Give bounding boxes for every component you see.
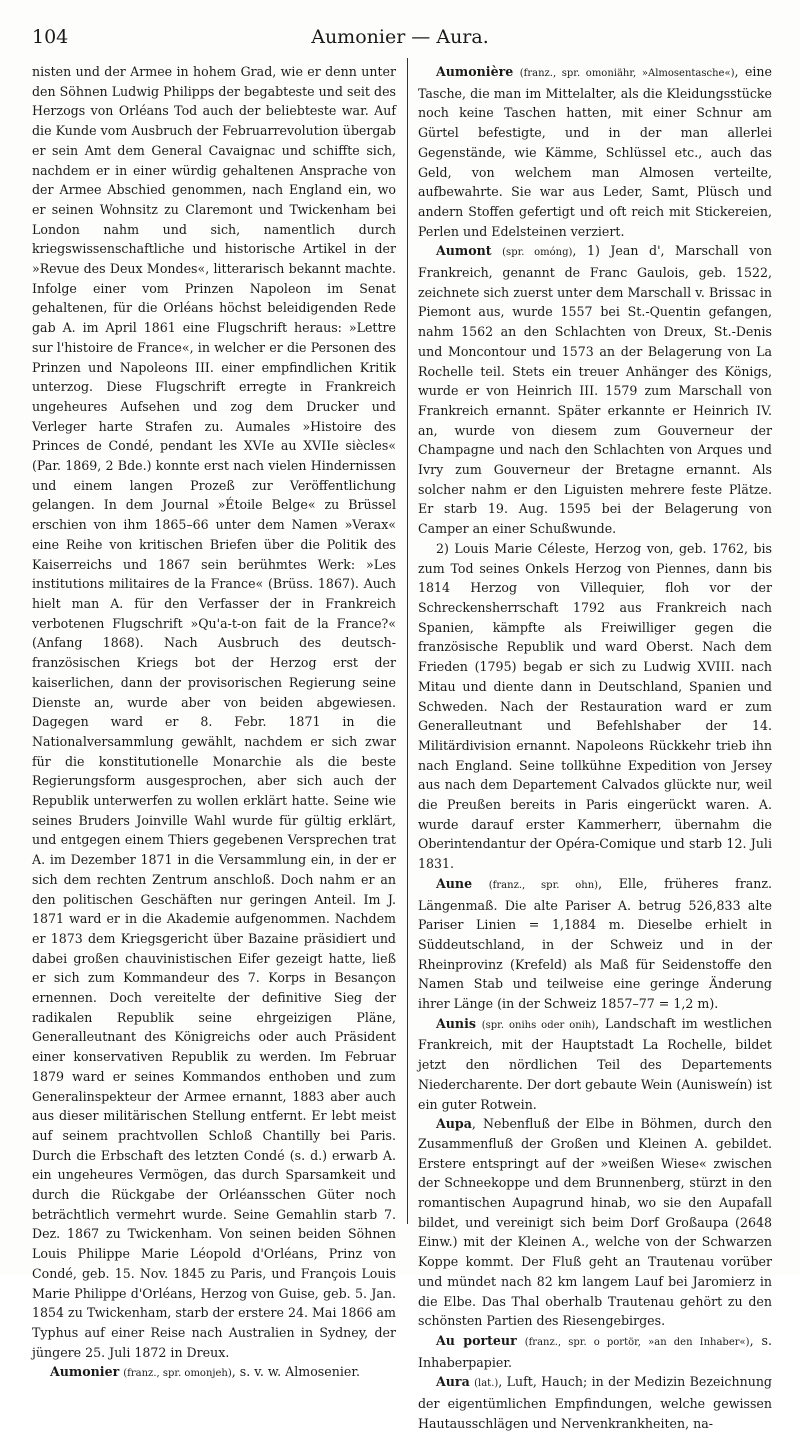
headword: Aumont bbox=[436, 243, 492, 259]
entry-text: , s. Inhaberpapier. bbox=[418, 1333, 772, 1370]
left-column bbox=[32, 62, 396, 1384]
entry-text: , eine Tasche, die man im Mittelalter, als die Kleidungsstücke noch keine Taschen hatten, mit einer Schnur am Gürtel befestigte, und in der man allerlei Gegenstände, wie Kämme, Schlüssel etc., auch das Geld, von welchem man Almosen verteilte, aufbewahrte. Sie war aus Leder, Samt, Plüsch und andern Stoffen gefertigt und oft reich mit Stickereien, Perlen und Edelsteinen verziert. bbox=[418, 64, 772, 239]
running-title: Aumonier — Aura. bbox=[311, 26, 489, 48]
pronunciation: (franz., spr. o portör, »an den Inhaber«) bbox=[524, 1337, 750, 1348]
pronunciation: (spr. onihs oder onih) bbox=[481, 1019, 596, 1031]
entry-text: , 1) Jean d', Marschall von Frankreich, genannt de Franc Gaulois, geb. 1522, zeichnete sich zuerst unter dem Marschall v. Brissac in Piemont aus, wurde 1557 bei St.-Quentin gefangen, nahm 1562 an den Schlachten von Dreux, St.-Denis und Moncontour und 1573 an der Belagerung von La Rochelle teil. Stets ein treuer Anhänger des Königs, wurde er von Heinrich III. 1579 zum Marschall von Frankreich ernannt. Später erkannte er Heinrich IV. an, wurde von diesem zum Gouverneur der Champagne und nach den Schlachten von Arques und Ivry zum Gouverneur der Bretagne ernannt. Als solcher nahm er den Liguisten mehrere feste Plätze. Er starb 19. Aug. 1595 bei der Belagerung von Camper an einer Schußwunde. bbox=[418, 243, 772, 537]
entry-au-porteur bbox=[418, 1331, 772, 1372]
entry-text: , Elle, früheres franz. Längenmaß. Die alte Pariser A. betrug 526,833 alte Pariser Linien = 1,1884 m. Dieselbe erhielt in Süddeutschland, in der Schweiz und in der Rheinprovinz (Krefeld) als Maß für Seidenstoffe den Namen Stab und teilweise eine geringe Änderung ihrer Länge (in der Schweiz 1857–77 = 1,2 m). bbox=[418, 875, 773, 1012]
entry-text: 2) Louis Marie Céleste, Herzog von, geb. 1762, bis zum Tod seines Onkels Herzog von Piennes, dann bis 1814 Herzog von Villequier, floh vor der Schreckensherrschaft 1792 aus Frankreich nach Spanien, kämpfte als Freiwilliger gegen die französische Republik und ward Oberst. Nach dem Frieden (1795) begab er sich zu Ludwig XVIII. nach Mitau und diente dann in Deutschland, Spanien und Schweden. Nach der Restauration ward er zum Generalleutnant und Befehlshaber der 14. Militärdivision ernannt. Napoleons Rückkehr trieb ihn nach England. Seine tollkühne Expedition von Jersey aus nach dem Departement Calvados glückte nur, weil die Preußen bereits in Paris eingerückt waren. A. wurde darauf erster Kammerherr, übernahm die Oberintendantur der Opéra-Comique und starb 12. Juli 1831. bbox=[418, 540, 772, 872]
right-column bbox=[418, 62, 772, 1434]
page-number: 104 bbox=[32, 26, 69, 48]
pronunciation: (franz., spr. omonjeh) bbox=[123, 1368, 232, 1380]
entry-aumoniere bbox=[418, 62, 772, 241]
entry-aumont bbox=[418, 241, 772, 539]
entry-aune bbox=[418, 874, 772, 1014]
entry-aupa bbox=[418, 1114, 772, 1331]
headword: Aumonier bbox=[50, 1364, 120, 1380]
page-header bbox=[32, 26, 768, 50]
paragraph-text: nisten und der Armee in hohem Grad, wie er denn unter den Söhnen Ludwig Philipps der begabteste und seit des Herzogs von Orléans Tod auch der beliebteste war. Auf die Kunde vom Ausbruch der Februarrevolution übergab er sein Amt dem General Cavaignac und schiffte sich, nachdem er in einer würdig gehaltenen Ansprache von der Armee Abschied genommen, nach England ein, wo er seinen Wohnsitz zu Claremont und Twickenham bei London nahm und sich, namentlich durch kriegswissenschaftliche und historische Artikel in der »Revue des Deux Mondes«, litterarisch bekannt machte. Infolge einer vom Prinzen Napoleon im Senat gehaltenen, für die Orléans höchst beleidigenden Rede gab A. im April 1861 eine Flugschrift heraus: »Lettre sur l'histoire de France«, in welcher er die Personen des Prinzen und Napoleons III. einer empfindlichen Kritik unterzog. Diese Flugschrift erregte in Frankreich ungeheures Aufsehen und zog dem Drucker und Verleger harte Strafen zu. Aumales »Histoire des Princes de Condé, pendant les XVIe au XVIIe siècles« (Par. 1869, 2 Bde.) konnte erst nach vielen Hindernissen und einem langen Prozeß zur Veröffentlichung gelangen. In dem Journal »Étoile Belge« zu Brüssel erschien von ihm 1865–66 unter dem Namen »Verax« eine Reihe von kritischen Briefen über die Politik des Kaiserreichs und 1867 sein berühmtes Werk: »Les institutions militaires de la France« (Brüss. 1867). Auch hielt man A. für den Verfasser der in Frankreich verbotenen Flugschrift »Qu'a-t-on fait de la France?« (Anfang 1868). Nach Ausbruch des deutsch-französischen Kriegs bot der Herzog erst der kaiserlichen, dann der provisorischen Regierung seine Dienste an, wurde aber von beiden abgewiesen. Dagegen ward er 8. Febr. 1871 in die Nationalversammlung gewählt, nachdem er sich zwar für die konstitutionelle Monarchie als die beste Regierungsform ausgesprochen, aber sich auch der Republik unterwerfen zu wollen erklärt hatte. Seine wie seines Bruders Joinville Wahl wurde für gültig erklärt, und entgegen einem Thiers gegebenen Versprechen trat A. im Dezember 1871 in die Versammlung ein, in der er sich dem rechten Zentrum anschloß. Doch nahm er an den politischen Geschäften nur geringen Anteil. Im J. 1871 ward er in die Akademie aufgenommen. Nachdem er 1873 dem Kriegsgericht über Bazaine präsidiert und dabei großen chauvinistischen Eifer gezeigt hatte, ließ er sich zum Kommandeur des 7. Korps in Besançon ernennen. Doch vereitelte der definitive Sieg der radikalen Republik seine ehrgeizigen Pläne, Generalleutnant des Königreichs oder auch Präsident einer konservativen Republik zu werden. Im Februar 1879 ward er seines Kommandos enthoben und zum Generalinspekteur der Armee ernannt, 1883 aber auch aus dieser militärischen Stellung entfernt. Er lebt meist auf seinem prachtvollen Schloß Chantilly bei Paris. Durch die Erbschaft des letzten Condé (s. d.) erwarb A. ein ungeheures Vermögen, das durch Sparsamkeit und durch die Rückgabe der Orléansschen Güter noch beträchtlich vermehrt wurde. Seine Gemahlin starb 7. Dez. 1867 zu Twickenham. Von seinen beiden Söhnen Louis Philippe Marie Léopold d'Orléans, Prinz von Condé, geb. 15. Nov. 1845 zu Paris, und François Louis Marie Philippe d'Orléans, Herzog von Guise, geb. 5. Jan. 1854 zu Twickenham, starb der erstere 24. Mai 1866 am Typhus auf einer Reise nach Australien in Sydney, der jüngere 25. Juli 1872 in Dreux. bbox=[32, 64, 396, 1360]
entry-text: , Landschaft im westlichen Frankreich, mit der Hauptstadt La Rochelle, bildet jetzt den nördlichen Teil des Departements Niedercharente. Der dort gebaute Wein (Aunisweín) ist ein guter Rotwein. bbox=[418, 1015, 772, 1112]
headword: Aumonière bbox=[436, 64, 514, 79]
column-divider bbox=[407, 58, 408, 1224]
pronunciation: (spr. omóng) bbox=[502, 247, 573, 259]
entry-text: , Luft, Hauch; in der Medizin Bezeichnung der eigentümlichen Empfindungen, welche gewissen Hautausschlägen und Nervenkrankheiten, na- bbox=[418, 1374, 772, 1431]
entry-aunis bbox=[418, 1014, 772, 1115]
entry-aumont-2 bbox=[418, 539, 772, 874]
pronunciation: (franz., spr. omoniähr, »Almosentasche«) bbox=[519, 68, 735, 79]
entry-aura bbox=[418, 1372, 772, 1433]
pronunciation: (franz., spr. ohn) bbox=[488, 879, 599, 891]
headword: Aunis bbox=[436, 1015, 476, 1031]
entry-text: , s. v. w. Almosenier. bbox=[231, 1364, 360, 1380]
headword: Au porteur bbox=[436, 1333, 517, 1348]
pronunciation: (lat.) bbox=[474, 1378, 499, 1390]
continuation-paragraph bbox=[32, 62, 396, 1362]
headword: Aura bbox=[436, 1374, 470, 1390]
entry-aumonier bbox=[32, 1362, 396, 1384]
entry-text: , Nebenfluß der Elbe in Böhmen, durch den Zusammenfluß der Großen und Kleinen A. gebildet. Erstere entspringt auf der »weißen Wiese« zwischen der Schneekoppe und dem Brunnenberg, stürzt in den romantischen Aupagrund hinab, wo sie den Aupafall bildet, und vereinigt sich beim Dorf Großaupa (2648 Einw.) mit der Kleinen A., welche von der Schwarzen Koppe kommt. Der Fluß geht an Trautenau vorüber und mündet nach 82 km langem Lauf bei Jaromierz in die Elbe. Das Thal oberhalb Trautenau gehört zu den schönsten Partien des Riesengebirges. bbox=[418, 1116, 772, 1329]
headword: Aupa bbox=[436, 1116, 472, 1132]
headword: Aune bbox=[436, 875, 473, 891]
